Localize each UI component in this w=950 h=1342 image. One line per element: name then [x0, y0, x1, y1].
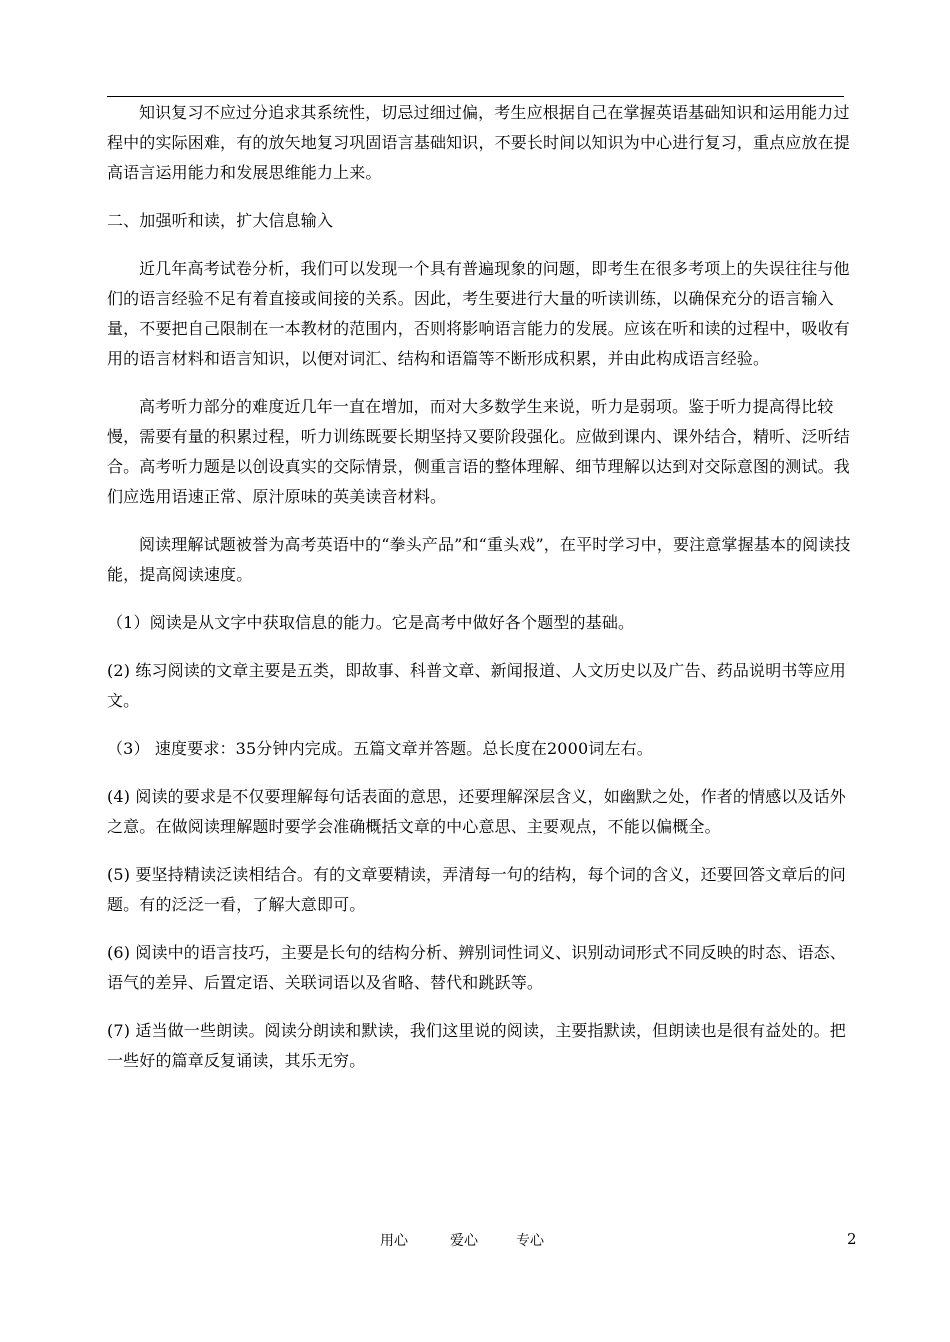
page-number: 2 [847, 1230, 857, 1248]
footer-text-left: 用心 [380, 1233, 408, 1249]
list-item: (4) 阅读的要求是不仅要理解每句话表面的意思，还要理解深层含义，如幽默之处，作者的情感以及话外之意。在做阅读理解题时要学会准确概括文章的中心意思、主要观点，不能以偏概全。 [107, 787, 846, 836]
list-item: (5) 要坚持精读泛读相结合。有的文章要精读，弄清每一句的结构，每个词的含义，还要回答文章后的问题。有的泛泛一看，了解大意即可。 [107, 865, 846, 914]
paragraph: 阅读理解试题被誉为高考英语中的“拳头产品”和“重头戏”，在平时学习中，要注意掌握基本的阅读技能，提高阅读速度。 [107, 535, 851, 584]
paragraph: 知识复习不应过分追求其系统性，切忌过细过偏，考生应根据自己在掌握英语基础知识和运用能力过程中的实际困难，有的放矢地复习巩固语言基础知识，不要长时间以知识为中心进行复习，重点应放在提高语言运用能力和发展思维能力上来。 [107, 103, 850, 182]
page-footer [0, 1230, 950, 1254]
list-item: （3） 速度要求：35分钟内完成。五篇文章并答题。总长度在2000词左右。 [107, 739, 653, 758]
section-heading: 二、加强听和读，扩大信息输入 [107, 211, 334, 230]
list-item: (2) 练习阅读的文章主要是五类，即故事、科普文章、新闻报道、人文历史以及广告、药品说明书等应用文。 [107, 661, 846, 710]
list-item: (7) 适当做一些朗读。阅读分朗读和默读，我们这里说的阅读，主要指默读，但朗读也是很有益处的。把一些好的篇章反复诵读，其乐无穷。 [107, 1021, 846, 1070]
footer-text-right: 专心 [516, 1233, 544, 1249]
paragraph: 近几年高考试卷分析，我们可以发现一个具有普遍现象的问题，即考生在很多考项上的失误往往与他们的语言经验不足有着直接或间接的关系。因此，考生要进行大量的听读训练，以确保充分的语言输入量，不要把自己限制在一本教材的范围内，否则将影响语言能力的发展。应该在听和读的过程中，吸收有用的语言材料和语言知识，以便对词汇、结构和语篇等不断形成积累，并由此构成语言经验。 [107, 259, 850, 368]
footer-text-middle: 爱心 [450, 1233, 478, 1249]
body-text [107, 98, 857, 1076]
list-item: (6) 阅读中的语言技巧，主要是长句的结构分析、辨别词性词义、识别动词形式不同反映的时态、语态、语气的差异、后置定语、关联词语以及省略、替代和跳跃等。 [107, 943, 846, 992]
list-item: （1）阅读是从文字中获取信息的能力。它是高考中做好各个题型的基础。 [107, 613, 635, 632]
header-rule [107, 96, 844, 97]
paragraph: 高考听力部分的难度近几年一直在增加，而对大多数学生来说，听力是弱项。鉴于听力提高得比较慢，需要有量的积累过程，听力训练既要长期坚持又要阶段强化。应做到课内、课外结合，精听、泛听结合。高考听力题是以创设真实的交际情景，侧重言语的整体理解、细节理解以达到对交际意图的测试。我们应选用语速正常、原汁原味的英美读音材料。 [107, 397, 850, 506]
